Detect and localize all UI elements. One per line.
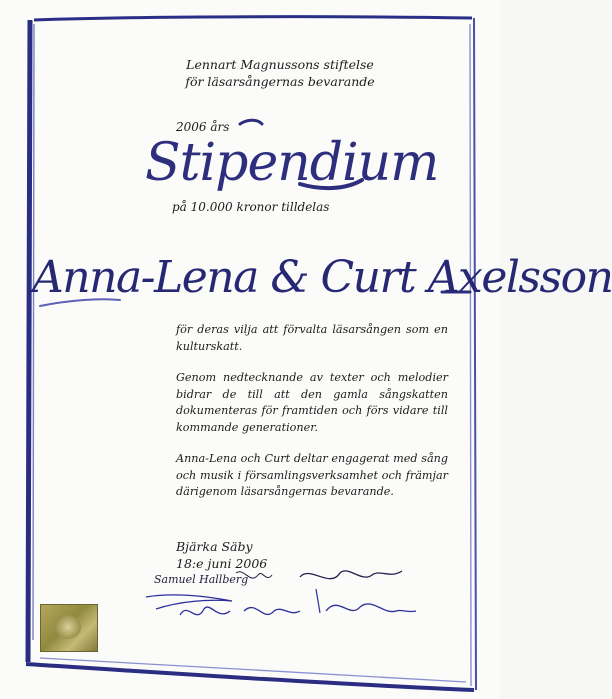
recipient-names: Anna-Lena & Curt Axelsson bbox=[32, 252, 612, 303]
place: Bjärka Säby bbox=[176, 539, 253, 554]
citation-paragraph-1: för deras vilja att förvalta läsarsången som en kulturskatt. bbox=[176, 323, 448, 353]
foundation-header bbox=[150, 56, 410, 90]
citation-text bbox=[176, 322, 448, 516]
foil-seal bbox=[40, 604, 98, 652]
stipend-amount: på 10.000 kronor tilldelas bbox=[172, 200, 330, 214]
signatures bbox=[140, 565, 420, 635]
date: 18:e juni 2006 bbox=[176, 556, 268, 571]
diploma-title: Stipendium bbox=[145, 133, 439, 193]
citation-paragraph-3: Anna-Lena och Curt deltar engagerat med sång och musik i församlingsverksamhet och främjar därigenom läsarsångernas bevarande. bbox=[176, 452, 448, 498]
citation-paragraph-2: Genom nedtecknande av texter och melodier bidrar de till att den gamla sångskatten dokumenteras för framtiden och förs vidare till kommande generationer. bbox=[176, 371, 448, 434]
header-line-2: för läsarsångernas bevarande bbox=[185, 74, 375, 89]
header-line-1: Lennart Magnussons stiftelse bbox=[186, 57, 374, 72]
seal-emblem bbox=[55, 615, 81, 639]
signature-text: Samuel Hallberg bbox=[154, 573, 249, 586]
award-year: 2006 års bbox=[176, 120, 230, 134]
